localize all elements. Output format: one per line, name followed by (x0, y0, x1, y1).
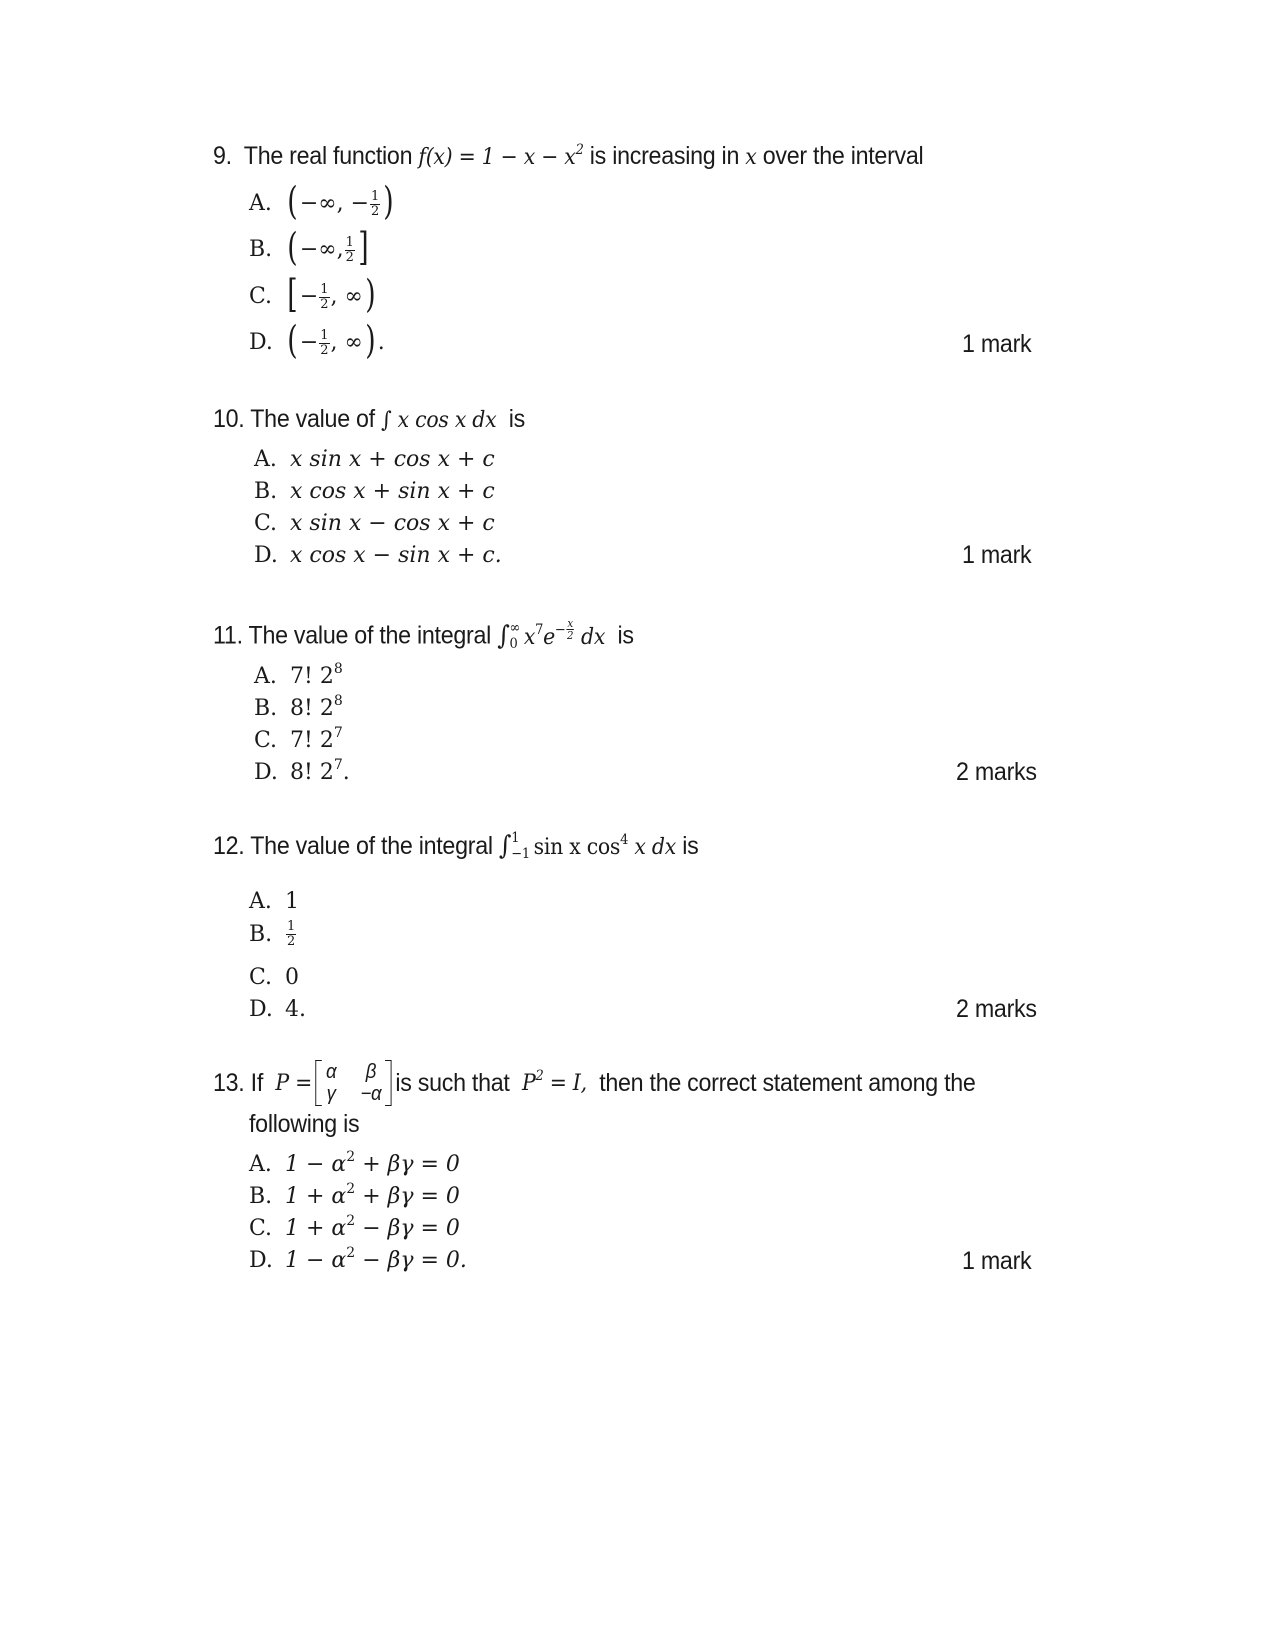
question-12-stem (213, 831, 698, 864)
option-11c: C. 7! $2^7$ (254, 725, 343, 753)
stem-text: is such that (395, 1068, 510, 1097)
option-11b: B. 8! $2^8$ (254, 693, 343, 721)
variable: x (745, 145, 757, 170)
stem-text: The value of (250, 405, 375, 433)
option-13a: A. $1 - \alpha^2 + \beta\gamma = 0$ (249, 1149, 460, 1177)
option-10b: B. x cos x + sin x + c (254, 479, 495, 504)
marks-q10: 1 mark (962, 541, 1032, 569)
stem-text: The value of the integral (250, 832, 493, 860)
question-11-stem (213, 618, 634, 654)
option-9d: D. ( − $\frac{1}{2}$ , ∞) . (249, 318, 385, 362)
matrix-p: α β γ −α (316, 1060, 392, 1106)
stem-text: is (617, 621, 634, 650)
question-9-stem (213, 142, 923, 171)
marks-q13: 1 mark (962, 1247, 1032, 1275)
question-number: 13. (213, 1068, 245, 1097)
option-12c: C. 0 (249, 965, 299, 990)
option-9c: C. [ − $\frac{1}{2}$ , ∞) (249, 272, 376, 316)
stem-text: over the interval (762, 142, 924, 170)
marks-q9: 1 mark (962, 330, 1032, 358)
question-10-stem (213, 405, 525, 434)
marks-q12: 2 marks (956, 995, 1037, 1023)
option-11a: A. 7! $2^8$ (254, 661, 343, 689)
question-number: 11. (213, 621, 243, 650)
option-10a: A. x sin x + cos x + c (254, 447, 495, 472)
option-11d: D. 8! $2^7$. (254, 757, 350, 785)
option-9a: A. ( −∞, − $\frac{1}{2}$ ) (249, 179, 394, 223)
option-13b: B. $1 + \alpha^2 + \beta\gamma = 0$ (249, 1181, 460, 1209)
option-13c: C. $1 + \alpha^2 - \beta\gamma = 0$ (249, 1213, 460, 1241)
integral-expression: ∫ x cos x dx (381, 408, 497, 433)
stem-text: then the correct statement among the (599, 1068, 976, 1097)
stem-text: The real function (243, 142, 413, 170)
question-number: 9. (213, 142, 232, 170)
question-13-stem-line2: following is (249, 1110, 360, 1138)
stem-text: If (250, 1068, 264, 1097)
option-10d: D. x cos x − sin x + c. (254, 543, 502, 568)
stem-text: is increasing in (589, 142, 740, 170)
integral-expression: ∫ ∞ 0 $x^7e^{- \frac{x}{2}}$ dx (497, 617, 606, 652)
option-10c: C. x sin x − cos x + c (254, 511, 495, 536)
stem-text: is (682, 832, 699, 860)
matrix-label: P = (275, 1070, 313, 1096)
marks-q11: 2 marks (956, 758, 1037, 786)
option-12a: A. 1 (249, 889, 299, 914)
question-number: 10. (213, 405, 245, 433)
condition-expression: $P^2 = I$, (521, 1067, 587, 1096)
stem-text: is (508, 405, 526, 433)
function-expression: $f(x) = 1 - x - x^2$ (418, 142, 584, 170)
option-12d: D. 4. (249, 997, 306, 1022)
question-13-stem (213, 1060, 976, 1106)
option-9b: B. ( −∞, $\frac{1}{2}$ ] (249, 225, 369, 269)
stem-text: The value of the integral (248, 621, 492, 650)
option-13d: D. $1 - \alpha^2 - \beta\gamma = 0$. (249, 1245, 467, 1273)
question-number: 12. (213, 832, 245, 860)
integral-expression: ∫ 1 −1 sin x $\cos^4 x$ dx (498, 830, 676, 862)
option-12b: B. $\frac{1}{2}$ (249, 919, 296, 949)
